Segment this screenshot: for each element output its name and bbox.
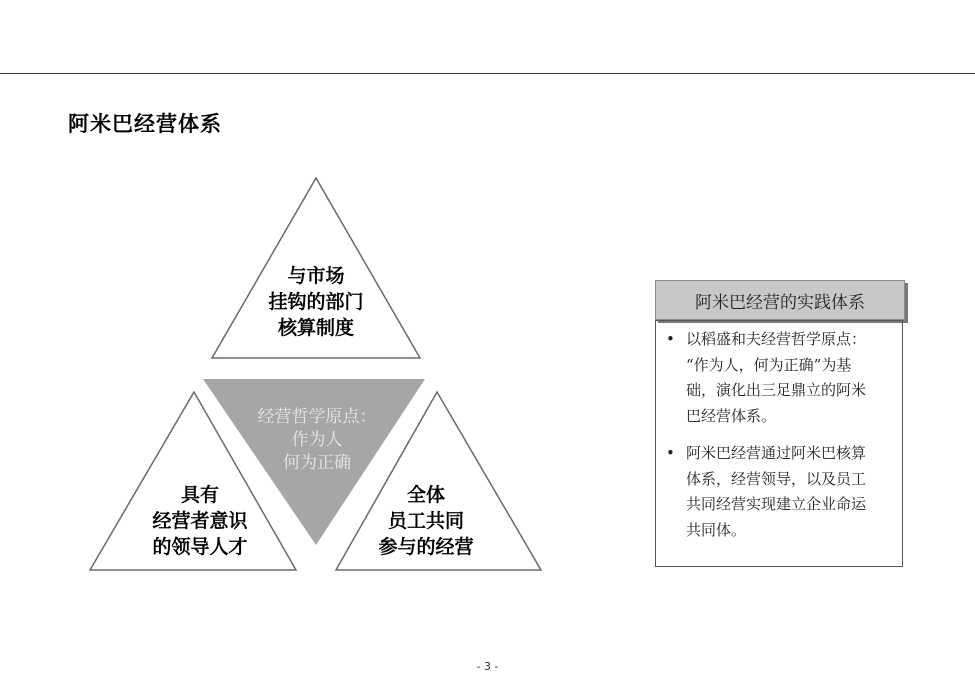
bullet-item — [664, 327, 898, 429]
bullet-dot: • — [666, 444, 675, 462]
bullet-line: “作为人，何为正确”为基 — [686, 355, 852, 374]
page-number: - 3 - — [476, 660, 499, 673]
bullet-line: 体系，经营领导，以及员工 — [686, 469, 867, 488]
bullet-line: 础，演化出三足鼎立的阿米 — [686, 381, 867, 399]
practice-system-header: 阿米巴经营的实践体系 — [655, 280, 905, 320]
bullet-item — [664, 441, 898, 543]
page-title: 阿米巴经营体系 — [68, 112, 222, 136]
bullet-line: 阿米巴经营通过阿米巴核算 — [686, 444, 867, 462]
bullet-line: 巴经营体系。 — [686, 406, 777, 425]
right-triangle-label: 全体 员工共同 参与的经营 — [378, 484, 474, 558]
center-philosophy-label: 经营哲学原点： 作为人 何为正确 — [257, 407, 377, 473]
bullet-line: 共同经营实现建立企业命运 — [686, 495, 867, 513]
bullet-line: 共同体。 — [686, 520, 747, 539]
practice-system-box — [655, 320, 903, 567]
top-triangle-label: 与市场 挂钩的部门 核算制度 — [268, 265, 364, 339]
bullet-line: 以稻盛和夫经营哲学原点： — [686, 330, 867, 348]
bullet-dot: • — [666, 330, 675, 348]
left-triangle-label: 具有 经营者意识 的领导人才 — [152, 484, 248, 558]
